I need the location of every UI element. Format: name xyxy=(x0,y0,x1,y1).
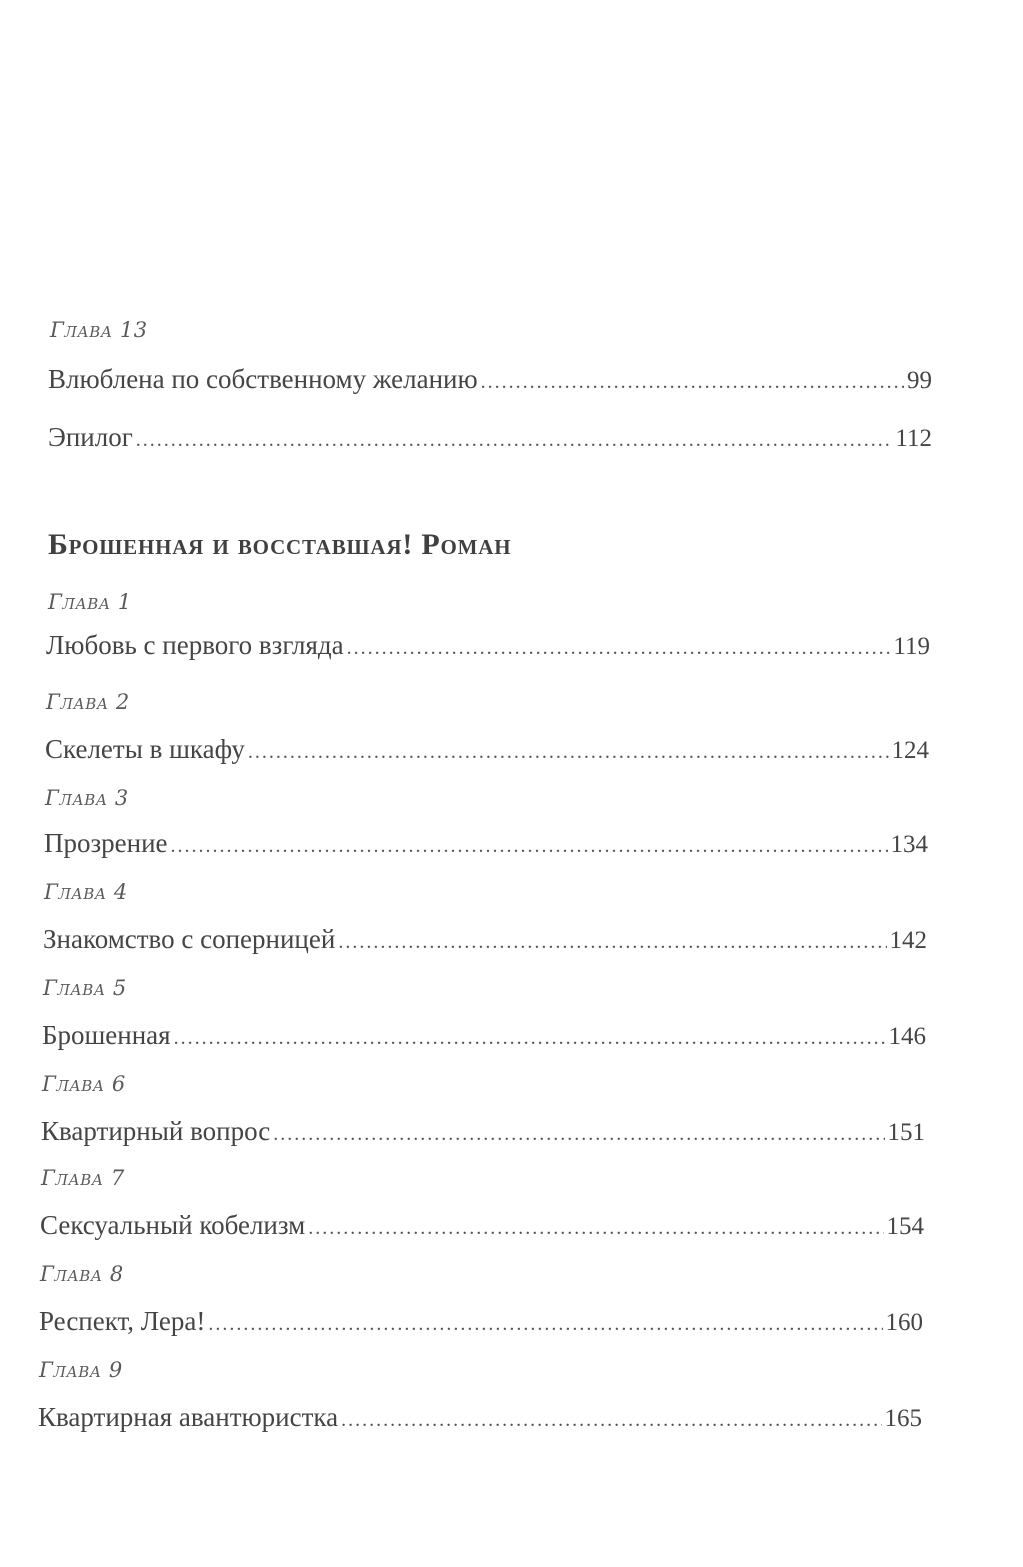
toc-entry-title: Брошенная xyxy=(42,1020,171,1050)
chapter-label: Глава 5 xyxy=(43,976,127,1000)
toc-entry-title: Эпилог xyxy=(48,422,133,452)
chapter-label: Глава 13 xyxy=(50,318,148,342)
chapter-label: Глава 2 xyxy=(46,690,130,714)
toc-entry-title: Квартирная авантюристка xyxy=(38,1402,339,1432)
toc-entry-title: Знакомство с соперницей xyxy=(43,924,336,954)
dot-leader xyxy=(341,1409,881,1432)
dot-leader xyxy=(273,1123,884,1146)
toc-entry-page: 134 xyxy=(890,831,928,858)
toc-entry-page: 160 xyxy=(885,1309,923,1336)
toc-entry-chapter-6[interactable] xyxy=(41,1116,925,1147)
toc-entry-title: Влюблена по собственному желанию xyxy=(48,364,478,394)
dot-leader xyxy=(136,429,893,452)
toc-entry-page: 142 xyxy=(889,927,927,954)
toc-entry-title: Скелеты в шкафу xyxy=(45,734,245,764)
part-heading: Брошенная и восставшая! Роман xyxy=(48,528,512,561)
toc-entry-page: 154 xyxy=(886,1213,924,1240)
toc-entry-title: Респект, Лера! xyxy=(39,1306,206,1336)
dot-leader xyxy=(174,1027,886,1050)
toc-entry-epilogue[interactable] xyxy=(48,422,932,453)
chapter-label: Глава 9 xyxy=(39,1358,123,1382)
dot-leader xyxy=(481,371,904,394)
dot-leader xyxy=(248,741,889,764)
toc-entry-page: 151 xyxy=(887,1119,925,1146)
toc-entry-chapter-2[interactable] xyxy=(45,734,929,765)
toc-entry-title: Прозрение xyxy=(44,828,168,858)
toc-entry-chapter-3[interactable] xyxy=(44,828,928,859)
chapter-label: Глава 4 xyxy=(44,880,128,904)
toc-entry-title: Любовь с первого взгляда xyxy=(46,630,344,660)
toc-entry-chapter-8[interactable] xyxy=(39,1306,923,1337)
dot-leader xyxy=(308,1217,883,1240)
chapter-label: Глава 6 xyxy=(42,1072,126,1096)
toc-entry-page: 124 xyxy=(891,737,929,764)
toc-entry-chapter-5[interactable] xyxy=(42,1020,926,1051)
chapter-label: Глава 3 xyxy=(45,786,129,810)
toc-entry-chapter-9[interactable] xyxy=(38,1402,922,1433)
chapter-label: Глава 8 xyxy=(40,1262,124,1286)
toc-entry-chapter-7[interactable] xyxy=(40,1210,924,1241)
toc-entry-chapter-1[interactable] xyxy=(46,630,930,661)
toc-entry-title: Квартирный вопрос xyxy=(41,1116,271,1146)
chapter-label: Глава 7 xyxy=(41,1166,125,1190)
chapter-label: Глава 1 xyxy=(48,590,132,614)
dot-leader xyxy=(171,835,888,858)
toc-entry-title: Сексуальный кобелизм xyxy=(40,1210,306,1240)
toc-entry-chapter-13[interactable] xyxy=(48,364,932,395)
toc-entry-page: 146 xyxy=(888,1023,926,1050)
toc-entry-page: 99 xyxy=(907,367,932,394)
dot-leader xyxy=(208,1313,882,1336)
dot-leader xyxy=(347,637,891,660)
toc-entry-page: 165 xyxy=(884,1405,922,1432)
toc-entry-page: 112 xyxy=(895,425,932,452)
toc-entry-chapter-4[interactable] xyxy=(43,924,927,955)
toc-entry-page: 119 xyxy=(893,633,930,660)
dot-leader xyxy=(338,931,886,954)
